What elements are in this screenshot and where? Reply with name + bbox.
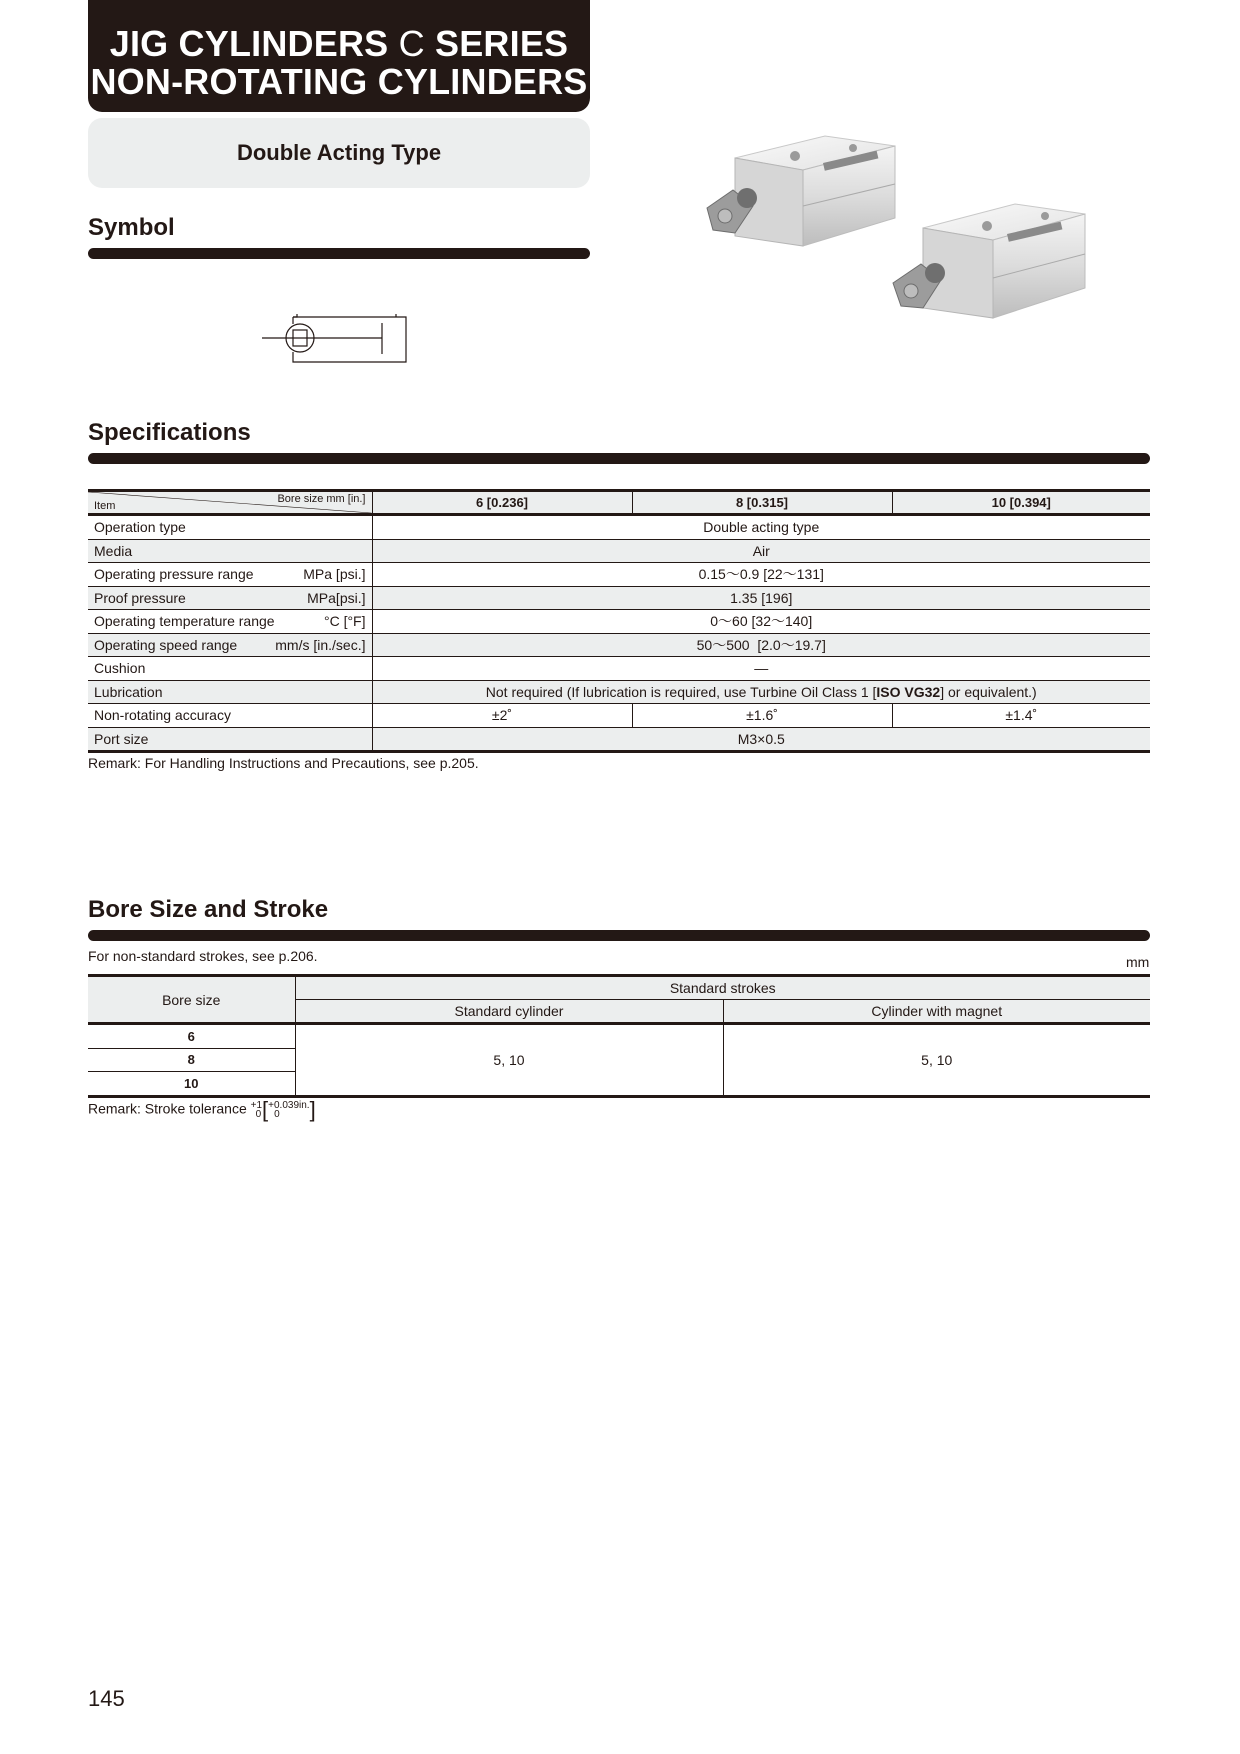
standard-strokes-cell: 5, 10	[295, 1024, 723, 1097]
corner-item-label: Item	[94, 500, 116, 512]
magnet-cylinder-header: Cylinder with magnet	[723, 1000, 1150, 1024]
specifications-heading-bar	[88, 453, 1150, 464]
cylinder-symbol-icon	[262, 310, 412, 366]
spec-row-non-rotating-accuracy	[88, 704, 1150, 728]
spec-item-label: Media	[94, 542, 133, 559]
spec-item-label: Operation type	[94, 519, 186, 536]
bore-stroke-table	[88, 974, 1150, 1098]
bore-stroke-heading: Bore Size and Stroke	[88, 896, 329, 923]
standard-strokes-header: Standard strokes	[295, 976, 1150, 1000]
spec-item-unit: MPa[psi.]	[307, 589, 366, 606]
product-photo	[695, 118, 1105, 358]
bore-size-cell: 10	[88, 1072, 295, 1097]
spec-row-media	[88, 539, 1150, 563]
lubrication-oil-grade: ISO VG32	[876, 683, 941, 700]
subtitle-box: Double Acting Type	[88, 118, 590, 188]
title-line-1	[88, 0, 590, 63]
symbol-heading-bar	[88, 248, 590, 259]
spec-column-header: 10 [0.394]	[892, 491, 1150, 515]
title-series-word: SERIES	[435, 23, 569, 64]
spec-row-operating-speed	[88, 633, 1150, 657]
bracket-close: ]	[309, 1097, 316, 1122]
spec-row-operating-temperature	[88, 610, 1150, 634]
magnet-strokes-cell: 5, 10	[723, 1024, 1150, 1097]
title-series-name: JIG CYLINDERS	[109, 23, 389, 64]
spec-item-unit: mm/s [in./sec.]	[275, 636, 366, 653]
spec-corner-cell	[88, 491, 372, 515]
lubrication-text-post: ] or equivalent.)	[940, 683, 1037, 700]
tolerance-mm-upper: +1	[250, 1100, 263, 1111]
title-line-2: NON-ROTATING CYLINDERS	[90, 61, 588, 102]
spec-column-header: 6 [0.236]	[372, 491, 632, 515]
spec-item-unit: MPa [psi.]	[303, 566, 366, 583]
spec-row-operation-type	[88, 515, 1150, 540]
symbol-body	[293, 317, 406, 362]
bracket-open: [	[262, 1097, 269, 1122]
spec-value	[372, 680, 1150, 704]
spec-remark: Remark: For Handling Instructions and Precautions, see p.205.	[88, 755, 479, 771]
unit-label: mm	[1126, 954, 1150, 970]
spec-row-proof-pressure	[88, 586, 1150, 610]
spec-value: 1.35 [196]	[372, 586, 1150, 610]
series-glyph: C	[398, 23, 425, 64]
spec-value: 0～60 [32～140]	[372, 610, 1150, 634]
spec-item-label: Cushion	[94, 660, 146, 677]
spec-value: 50～500 [2.0～19.7]	[372, 633, 1150, 657]
spec-value: Double acting type	[372, 515, 1150, 540]
spec-value: 0.15～0.9 [22～131]	[372, 563, 1150, 587]
title-banner	[88, 0, 590, 112]
spec-value: —	[372, 657, 1150, 681]
spec-column-header: 8 [0.315]	[632, 491, 892, 515]
tolerance-mm-lower: 0	[255, 1109, 262, 1120]
spec-value: ±2˚	[372, 704, 632, 728]
standard-cylinder-header: Standard cylinder	[295, 1000, 723, 1024]
spec-row-lubrication	[88, 680, 1150, 704]
bore-header-row-1	[88, 976, 1150, 1000]
page-number: 145	[88, 1686, 125, 1711]
spec-item-label: Port size	[94, 730, 149, 747]
spec-item-label: Operating temperature range	[94, 613, 275, 630]
spec-item-label: Operating pressure range	[94, 566, 254, 583]
tolerance-inch-lower: 0	[274, 1109, 280, 1120]
cylinder-photo-1	[707, 136, 895, 246]
spec-value: Air	[372, 539, 1150, 563]
spec-value: ±1.6˚	[632, 704, 892, 728]
spec-row-operating-pressure	[88, 563, 1150, 587]
lubrication-text-pre: Not required (If lubrication is required, use Turbine Oil Class 1 [	[485, 683, 877, 700]
spec-row-port-size	[88, 727, 1150, 752]
spec-item-label: Non-rotating accuracy	[94, 707, 231, 724]
corner-bore-label: Bore size mm [in.]	[277, 493, 366, 505]
spec-item-label: Operating speed range	[94, 636, 238, 653]
non-standard-stroke-note: For non-standard strokes, see p.206.	[88, 948, 318, 964]
specifications-table	[88, 489, 1150, 753]
tolerance-inch	[268, 1101, 309, 1119]
tolerance-mm	[251, 1101, 262, 1119]
spec-value: ±1.4˚	[892, 704, 1150, 728]
stroke-tolerance-label: Remark: Stroke tolerance	[88, 1100, 247, 1117]
spec-item-label: Proof pressure	[94, 589, 186, 606]
stroke-tolerance-remark	[88, 1097, 316, 1122]
bore-row	[88, 1024, 1150, 1049]
spec-item-label: Lubrication	[94, 683, 163, 700]
spec-value: M3×0.5	[372, 727, 1150, 752]
spec-item-unit: °C [°F]	[323, 613, 366, 630]
spec-header-row	[88, 491, 1150, 515]
bore-size-header: Bore size	[88, 976, 295, 1024]
specifications-heading: Specifications	[88, 419, 251, 446]
bore-size-cell: 8	[88, 1048, 295, 1072]
tolerance-inch-upper: +0.039in.	[268, 1100, 310, 1111]
symbol-heading: Symbol	[88, 214, 175, 241]
spec-row-cushion	[88, 657, 1150, 681]
cylinder-photo-2	[893, 204, 1085, 318]
bore-stroke-heading-bar	[88, 930, 1150, 941]
bore-size-cell: 6	[88, 1024, 295, 1049]
